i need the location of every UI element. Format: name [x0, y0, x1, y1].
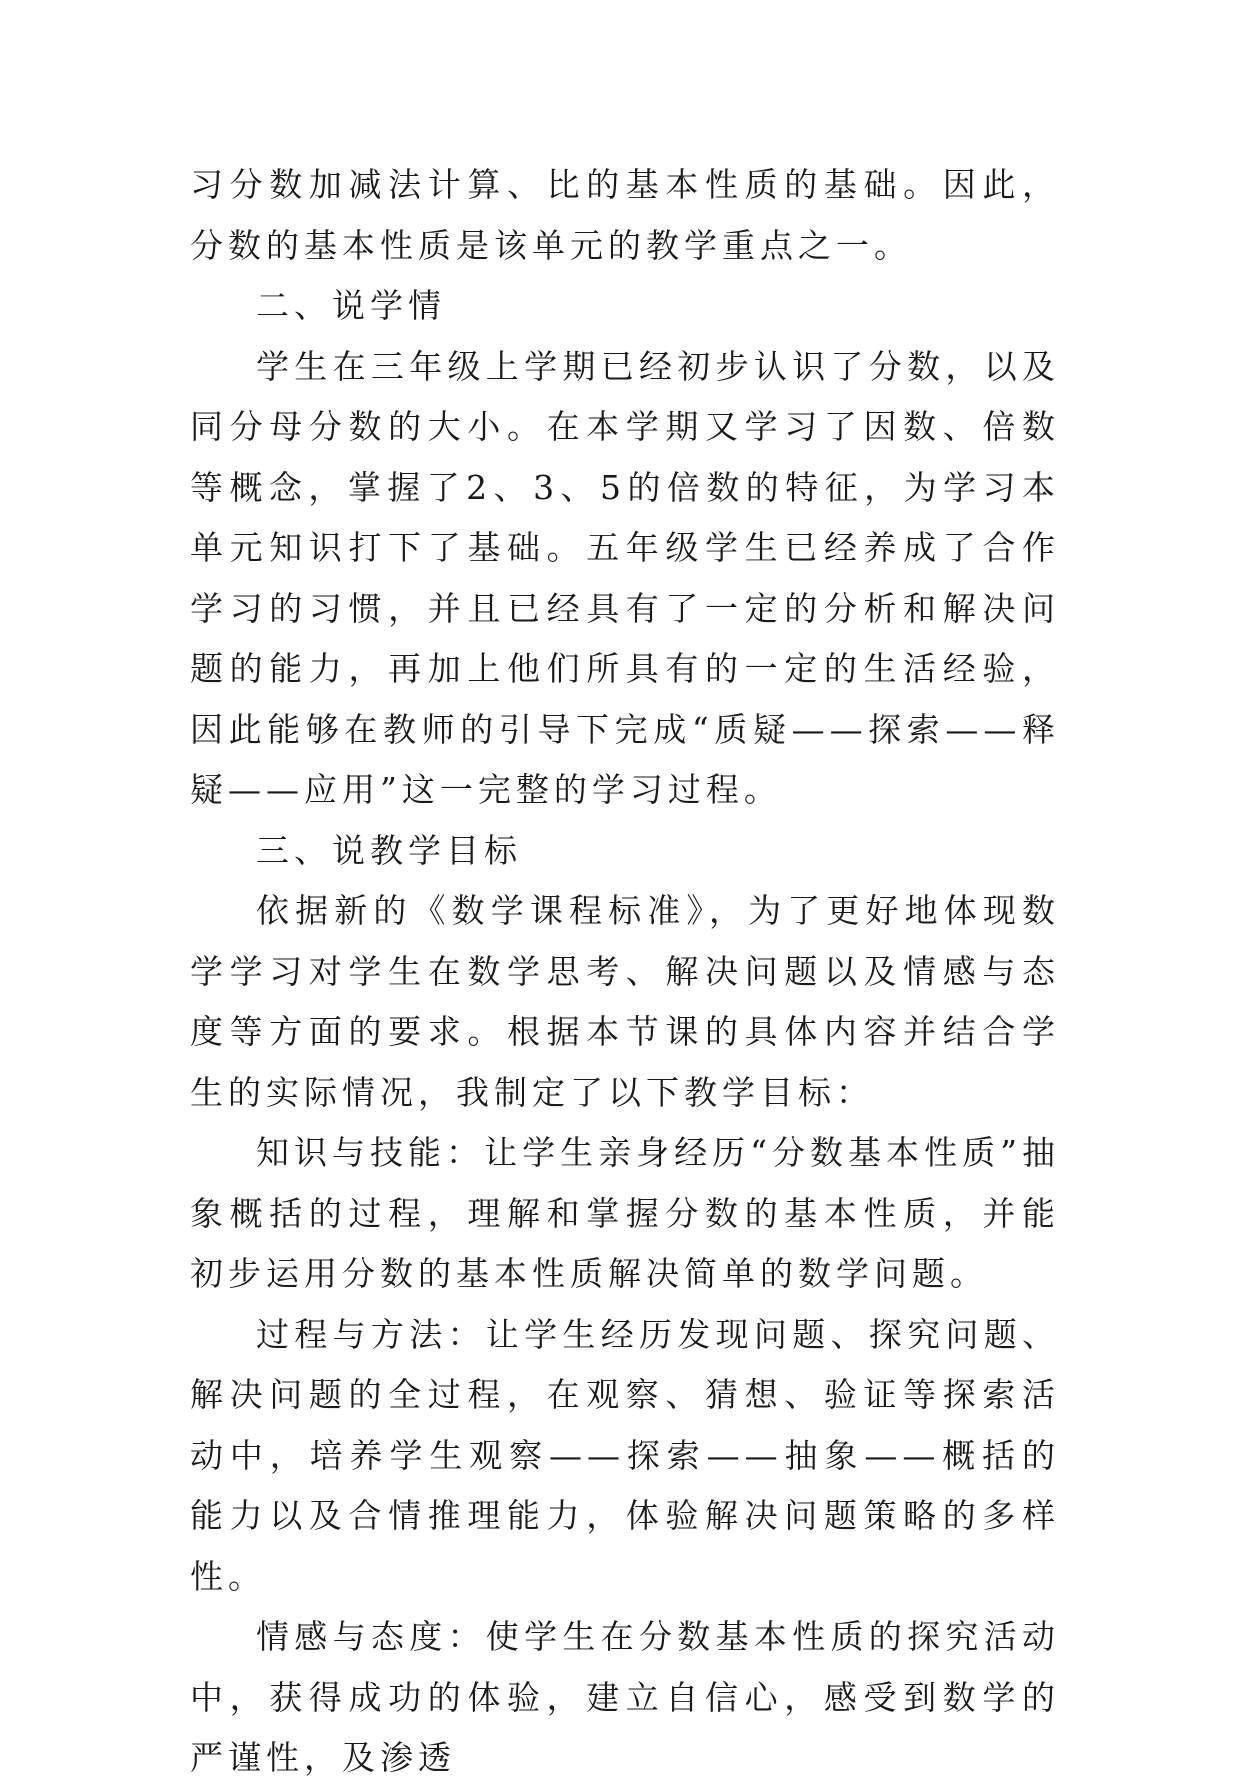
paragraph-learning-situation: 学生在三年级上学期已经初步认识了分数，以及同分母分数的大小。在本学期又学习了因数、倍数等概念，掌握了2、3、5的倍数的特征，为学习本单元知识打下了基础。五年级学生已经养成了合作学习的习惯，并且已经具有了一定的分析和解决问题的能力，再加上他们所具有的一定的生活经验，因此能够在教师的引导下完成“质疑——探索——释疑——应用”这一完整的学习过程。	[190, 346, 1060, 809]
section-heading-teaching-goals: 三、说教学目标	[256, 830, 522, 870]
section-heading-learning-situation: 二、说学情	[256, 286, 446, 325]
paragraph-continuation: 习分数加减法计算、比的基本性质的基础。因此，分数的基本性质是该单元的教学重点之一。	[190, 165, 1060, 265]
paragraph-emotion-attitude: 情感与态度：使学生在分数基本性质的探究活动中，获得成功的体验，建立自信心，感受到数学的严谨性，及渗透	[190, 1617, 1060, 1777]
document-page	[190, 155, 1060, 1789]
paragraph-goals-intro: 依据新的《数学课程标准》，为了更好地体现数学学习对学生在数学思考、解决问题以及情感与态度等方面的要求。根据本节课的具体内容并结合学生的实际情况，我制定了以下教学目标：	[190, 891, 1060, 1112]
paragraph-knowledge-skills: 知识与技能：让学生亲身经历“分数基本性质”抽象概括的过程，理解和掌握分数的基本性质，并能初步运用分数的基本性质解决简单的数学问题。	[190, 1133, 1060, 1293]
paragraph-process-method: 过程与方法：让学生经历发现问题、探究问题、解决问题的全过程，在观察、猜想、验证等探索活动中，培养学生观察——探索——抽象——概括的能力以及合情推理能力，体验解决问题策略的多样性。	[190, 1314, 1060, 1596]
